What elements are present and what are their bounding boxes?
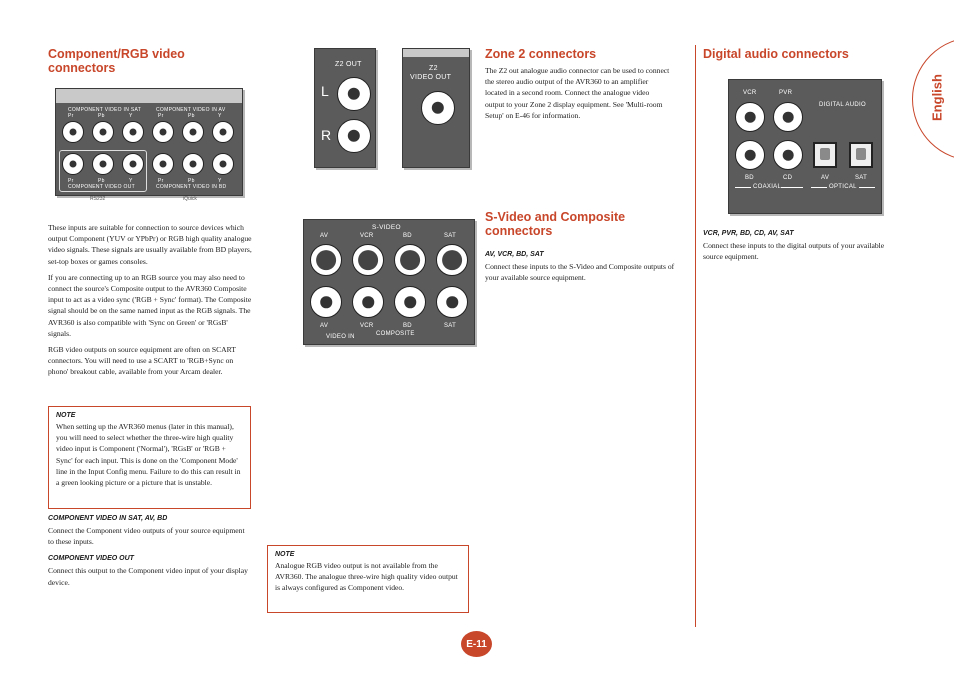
input-label: SAT (444, 323, 457, 329)
svideo-jack (436, 244, 468, 276)
z2-l-label: L (321, 83, 330, 99)
jack (62, 153, 84, 175)
z2-left-jack (337, 77, 371, 111)
digital-audio-label: DIGITAL AUDIO (819, 102, 866, 108)
digital-audio-image (728, 79, 882, 214)
z2-out-label: Z2 OUT (335, 61, 362, 68)
z2-video-jack (421, 91, 455, 125)
component-label-sat: COMPONENT VIDEO IN SAT (68, 107, 142, 113)
z2-video-image (402, 48, 470, 168)
jack (182, 121, 204, 143)
component-video-in-text: Connect the Component video outputs of your source equipment to these inputs. (48, 526, 245, 547)
av-label: AV (821, 175, 830, 181)
svideo-jack (352, 244, 384, 276)
svideo-jack (310, 244, 342, 276)
page-number (461, 631, 492, 657)
digital-heading: Digital audio connectors (703, 47, 849, 61)
svideo-sub-title: AV, VCR, BD, SAT (485, 251, 544, 258)
input-label: VCR (360, 323, 374, 329)
coax-jack (773, 140, 803, 170)
optical-port (813, 142, 837, 168)
input-label: AV (320, 233, 329, 239)
z2-r-label: R (321, 127, 332, 143)
component-connector-image (55, 88, 243, 196)
coax-jack (735, 140, 765, 170)
label-y: Y (218, 178, 222, 184)
coaxial-label: COAXIAL (753, 184, 782, 190)
component-label-av: COMPONENT VIDEO IN AV (156, 107, 226, 113)
digital-body (703, 230, 893, 267)
cd-label: CD (783, 175, 793, 181)
svideo-label: S-VIDEO (372, 224, 401, 231)
jack (92, 153, 114, 175)
zone2-body (485, 65, 670, 126)
digital-sub-title: VCR, PVR, BD, CD, AV, SAT (703, 230, 794, 237)
input-label: SAT (444, 233, 457, 239)
component-heading: Component/RGB video connectors (48, 47, 185, 75)
svideo-heading: S-Video and Composite connectors (485, 210, 626, 238)
jack (182, 153, 204, 175)
rs232-label: RS232 (90, 196, 106, 202)
label-pb: Pb (98, 113, 105, 119)
component-label-out: COMPONENT VIDEO OUT (68, 184, 136, 190)
component-paragraph: If you are connecting up to an RGB source you may also need to connect the source's Composite output to the AVR360 Composite input to act as a video sync ('RGB + Sync' format). The Composite signal should be on the same named input as the RGB signals. The AVR360 is also compatible with 'Sync on Green' or 'RGsB' signals. (48, 272, 252, 338)
label-pr: Pr (68, 113, 74, 119)
zone2-heading: Zone 2 connectors (485, 47, 597, 61)
digital-text: Connect these inputs to the digital outputs of your available source equipment. (703, 241, 885, 262)
composite-jack (394, 286, 426, 318)
coax-jack (773, 102, 803, 132)
component-note-box (48, 406, 251, 509)
component-label-bd: COMPONENT VIDEO IN BD (156, 184, 227, 190)
language-tab[interactable] (912, 37, 954, 161)
svideo-jack (394, 244, 426, 276)
component-video-out-text: Connect this output to the Component video input of your display device. (48, 566, 248, 587)
input-label: VCR (360, 233, 374, 239)
column-divider (695, 45, 696, 627)
component-video-in-title: COMPONENT VIDEO IN SAT, AV, BD (48, 515, 168, 522)
jack (212, 121, 234, 143)
vcr-label: VCR (743, 90, 757, 96)
label-pb: Pb (188, 178, 195, 184)
zone2-text: The Z2 out analogue audio connector can be used to connect the stereo audio output of the AVR360 to an amplifier located in a second room. Connect the analogue video output to your Zone 2 display equipment. See 'Multi-room Setup' on E-46 for information. (485, 66, 670, 120)
component-video-out-title: COMPONENT VIDEO OUT (48, 555, 134, 563)
optical-port (849, 142, 873, 168)
pvr-label: PVR (779, 90, 793, 96)
note-text: Analogue RGB video output is not available from the AVR360. The analogue three-wire high quality video output is always configured as Component video. (275, 561, 458, 593)
video-in-label: VIDEO IN (326, 334, 355, 340)
z2-video-label-2: VIDEO OUT (410, 74, 452, 81)
jack (152, 153, 174, 175)
composite-jack (352, 286, 384, 318)
composite-jack (310, 286, 342, 318)
coax-jack (735, 102, 765, 132)
optical-label: OPTICAL (829, 184, 857, 190)
jack (152, 121, 174, 143)
input-label: AV (320, 323, 329, 329)
page-number-label: E-11 (466, 638, 487, 650)
bd-label: BD (745, 175, 754, 181)
jack (122, 121, 144, 143)
svideo-image (303, 219, 475, 345)
jack (122, 153, 144, 175)
label-y: Y (218, 113, 222, 119)
label-pr: Pr (158, 178, 164, 184)
language-tab-label: English (929, 74, 945, 121)
z2-right-jack (337, 119, 371, 153)
composite-jack (436, 286, 468, 318)
label-pb: Pb (188, 113, 195, 119)
svideo-text: Connect these inputs to the S-Video and Composite outputs of your available source equipment. (485, 262, 675, 283)
component-body (48, 222, 252, 383)
input-label: BD (403, 323, 412, 329)
iquick-label: iQuick (183, 196, 197, 202)
jack (62, 121, 84, 143)
composite-label: COMPOSITE (376, 331, 415, 337)
svideo-note-box (267, 545, 469, 613)
note-text: When setting up the AVR360 menus (later in this manual), you will need to select whether the three-wire high quality video input is Component ('Normal'), 'RGsB' or 'RGB + Sync' for each input. This is done on the 'Component Mode' line in the Input Config menu. Failure to do this can result in a green looking picture or a picture that is unstable. (56, 422, 241, 488)
component-paragraph: These inputs are suitable for connection to source devices which output Component (YUV or YPbPr) or RGB high quality analogue video signals. These signals are usually available from BD players, set-top boxes or games consoles. (48, 223, 252, 266)
label-pb: Pb (98, 178, 105, 184)
note-title: NOTE (56, 412, 76, 419)
label-y: Y (129, 113, 133, 119)
label-pr: Pr (158, 113, 164, 119)
jack (212, 153, 234, 175)
label-pr: Pr (68, 178, 74, 184)
label-y: Y (129, 178, 133, 184)
note-title: NOTE (275, 551, 295, 558)
z2-audio-image (314, 48, 376, 168)
svideo-body (485, 251, 677, 288)
jack (92, 121, 114, 143)
z2-video-label-1: Z2 (429, 65, 438, 72)
sat-label: SAT (855, 175, 868, 181)
component-paragraph: RGB video outputs on source equipment are often on SCART connectors. You will need to use a SCART to 'RGB+Sync on phono' breakout cable, available from your Arcam dealer. (48, 345, 236, 377)
input-label: BD (403, 233, 412, 239)
component-subsections (48, 515, 252, 593)
